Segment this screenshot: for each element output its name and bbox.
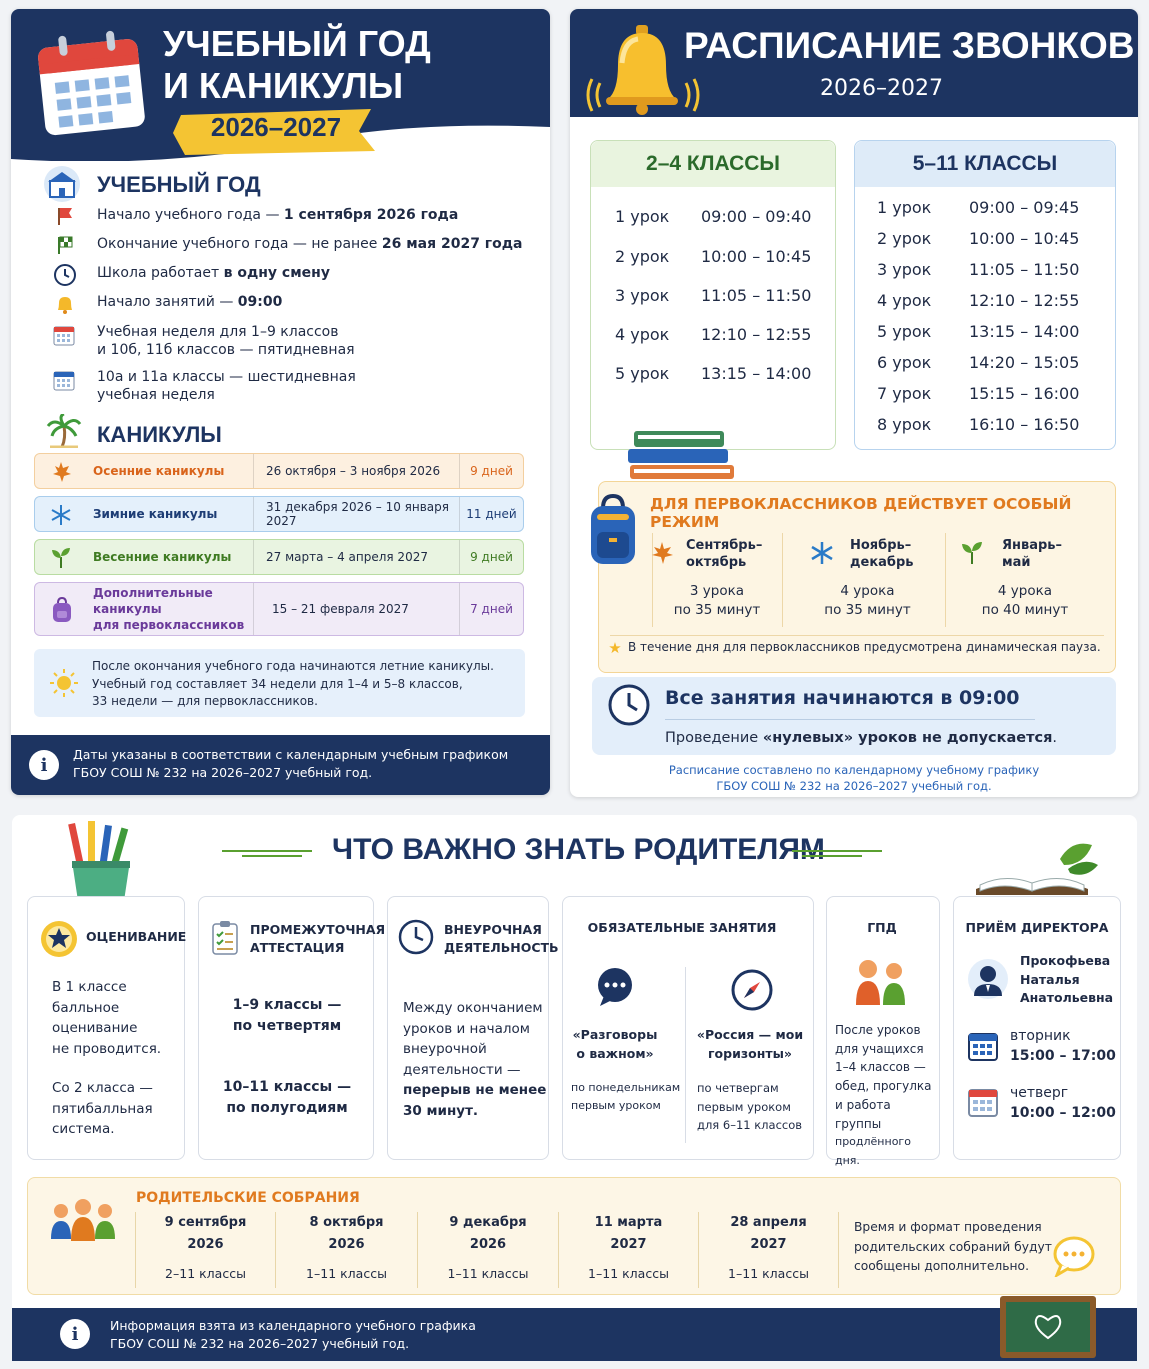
director-avatar-icon [966,957,1010,1001]
lesson-row: 5 урок 13:15 – 14:00 [877,322,1080,341]
page-title-line2: И КАНИКУЛЫ [163,65,404,106]
senior-title: 5–11 КЛАССЫ [912,152,1058,175]
fact-5day-week: Учебная неделя для 1–9 классов и 10б, 11б классов — пятидневная [97,324,355,358]
mandatory-card: ОБЯЗАТЕЛЬНЫЕ ЗАНЯТИЯ «Разговоры о важном» по понедельникам первым уроком «Россия — мои горизонты» по четвергам первым уроком для 6–11 классов [562,896,814,1160]
holiday-row: Осенние каникулы 26 октября – 3 ноября 2026 9 дней [34,453,524,489]
holiday-row: Дополнительные каникулы для первоклассников 15 – 21 февраля 2027 7 дней [34,582,524,636]
lesson-row: 8 урок 16:10 – 16:50 [877,415,1080,434]
lesson-row: 4 урок 12:10 – 12:55 [615,325,812,344]
holiday-row: Зимние каникулы 31 декабря 2026 – 10 января 2027 11 дней [34,496,524,532]
lesson-row: 2 урок 10:00 – 10:45 [877,229,1080,248]
school-year-card [11,9,550,795]
fact-end: Окончание учебного года — не ранее 26 мая 2027 года [97,236,523,252]
parents-footer: i Информация взята из календарного учебного графика ГБОУ СОШ № 232 на 2026–2027 учебный год. [12,1308,1137,1361]
director-card: ПРИЁМ ДИРЕКТОРА Прокофьева Наталья Анатольевна вторник 15:00 – 17:00 четверг 10:00 – 12:00 [953,896,1121,1160]
year-label: 2026–2027 [210,112,342,142]
bells-footer: Расписание составлено по календарному учебному графику ГБОУ СОШ № 232 на 2026–2027 учебный год. [668,763,1040,793]
info-icon: i [29,750,59,780]
holiday-row: Весенние каникулы 27 марта – 4 апреля 2027 9 дней [34,539,524,575]
checklist-icon [209,919,241,957]
bells-title: РАСПИСАНИЕ ЗВОНКОВ [684,25,1135,66]
left-footer: i Даты указаны в соответствии с календарным учебным графиком ГБОУ СОШ № 232 на 2026–2027 учебный год. [11,735,550,795]
meetings-note: Время и формат проведения родительских собраний будут сообщены дополнительно. [854,1220,1052,1273]
speech-bubble-icon [1050,1234,1096,1278]
lesson-row: 3 урок 11:05 – 11:50 [615,286,812,305]
star-badge-icon [39,919,79,959]
meeting-item: 9 декабря 2026 1–11 классы [447,1215,529,1281]
lesson-row: 1 урок 09:00 – 09:40 [615,207,812,226]
flag-icon [55,206,75,226]
extracurricular-card: ВНЕУРОЧНАЯ ДЕЯТЕЛЬНОСТЬ Между окончанием уроков и началом внеурочной деятельности — перерыв не менее 30 минут. [387,896,549,1160]
clock-icon [606,682,652,728]
bell-schedule-card: РАСПИСАНИЕ ЗВОНКОВ 2026–2027 2–4 КЛАССЫ 1 урок 09:00 – 09:40 2 урок 10:00 – 10:45 3 урок 11:05 – 11:50 4 урок 12:10 – 12:55 5 урок 13:15 – 14:00 5–11 КЛАССЫ 1 урок 09:00 – 09:45 2 урок 10:00 – 10:45 3 урок 11:05 – 11:50 4 урок 12:10 – 12:55 5 урок 13:15 – 14:00 6 урок 14:20 – 15:05 7 урок 15:15 – 16:00 8 урок 16:10 – 16:50 ДЛЯ ПЕРВОКЛАССНИКОВ ДЕЙСТВУЕТ ОСОБЫЙ РЕЖИМ Сентябрь– октябрь 3 урока по 35 минут Ноябрь– декабрь 4 урока по 35 минут Январь– май 4 урока по 40 минут ★ В течение дня для первоклассников предусмотрена динамическая пауза. Все занятия начинаются в 09:00 Проведение «нулевых» уроков не допускается. Расписание составлено по календарному учебному графику ГБОУ СОШ № 232 на 2026–2027 учебный год. [570,9,1138,797]
first-grade-title: ДЛЯ ПЕРВОКЛАССНИКОВ ДЕЙСТВУЕТ ОСОБЫЙ РЕЖИМ [650,495,1072,531]
calendar-icon [966,1029,1000,1063]
info-icon: i [60,1319,90,1349]
attestation-card: ПРОМЕЖУТОЧНАЯ АТТЕСТАЦИЯ 1–9 классы — по четвертям 10–11 классы — по полугодиям [198,896,374,1160]
maple-leaf-icon [648,539,676,567]
fact-start: Начало учебного года — 1 сентября 2026 года [97,207,459,223]
compass-icon [729,967,775,1013]
meeting-item: 11 марта 2027 1–11 классы [588,1215,669,1281]
books-icon [626,429,736,481]
lesson-row: 4 урок 12:10 – 12:55 [877,291,1080,310]
calendar-icon [33,29,151,137]
lesson-row: 3 урок 11:05 – 11:50 [877,260,1080,279]
snowflake-icon [808,539,836,567]
clock-icon [53,263,77,287]
parents-title: ЧТО ВАЖНО ЗНАТЬ РОДИТЕЛЯМ [332,833,825,866]
calendar-icon [966,1085,1000,1119]
backpack-icon [49,597,75,623]
gpd-card: ГПД После уроков для учащихся 1–4 классов — обед, прогулка и работа группы продлённого дня. [826,896,940,1160]
grading-card: ОЦЕНИВАНИЕ В 1 классе балльное оценивание не проводится. Со 2 класса — пятибалльная система. [27,896,185,1160]
calendar-icon [51,323,77,347]
snowflake-icon [49,503,73,527]
sun-icon [48,667,80,699]
open-book-icon [972,839,1102,899]
sprout-icon [49,546,73,570]
lesson-row: 7 урок 15:15 – 16:00 [877,384,1080,403]
start-time-title: Все занятия начинаются в 09:00 [665,687,1020,709]
meeting-item: 8 октября 2026 1–11 классы [306,1215,387,1281]
fact-6day-week: 10а и 11а классы — шестидневная учебная неделя [97,369,356,403]
clock-icon [396,917,436,957]
bell-icon [53,292,77,316]
lesson-row: 2 урок 10:00 – 10:45 [615,247,812,266]
bells-year: 2026–2027 [820,76,943,101]
palm-tree-icon [45,413,83,449]
chalkboard-icon [998,1294,1098,1360]
meetings-title: РОДИТЕЛЬСКИЕ СОБРАНИЯ [136,1190,360,1206]
holidays-heading: КАНИКУЛЫ [97,422,222,447]
calendar-icon [51,368,77,392]
fact-shift: Школа работает в одну смену [97,265,330,281]
lesson-row: 6 урок 14:20 – 15:05 [877,353,1080,372]
checkered-flag-icon [55,235,75,255]
maple-leaf-icon [49,460,73,484]
fact-lessons-start: Начало занятий — 09:00 [97,294,283,310]
school-building-icon [41,165,83,203]
lesson-row: 1 урок 09:00 – 09:45 [877,198,1080,217]
pencil-cup-icon [66,821,136,903]
junior-title: 2–4 КЛАССЫ [646,152,780,175]
backpack-icon [584,493,642,567]
title-deco-right [792,843,892,859]
sprout-icon [958,539,986,567]
star-icon: ★ [608,639,622,657]
meeting-item: 28 апреля 2027 1–11 классы [728,1215,809,1281]
summer-note: После окончания учебного года начинаются летние каникулы. Учебный год составляет 34 недели для 1–4 и 5–8 классов, 33 недели — для первоклассников. [34,649,525,717]
title-deco-left [222,843,322,859]
chat-bubble-icon [593,965,637,1009]
first-grade-note: В течение дня для первоклассников предусмотрена динамическая пауза. [628,640,1101,654]
meeting-item: 9 сентября 2026 2–11 классы [164,1215,247,1281]
page-title-line1: УЧЕБНЫЙ ГОД [163,23,431,64]
parents-group-icon [46,1196,120,1244]
children-icon [849,957,913,1007]
lesson-row: 5 урок 13:15 – 14:00 [615,364,812,383]
study-year-heading: УЧЕБНЫЙ ГОД [97,172,261,197]
zero-lessons-note: Проведение «нулевых» уроков не допускается. [665,730,1058,746]
